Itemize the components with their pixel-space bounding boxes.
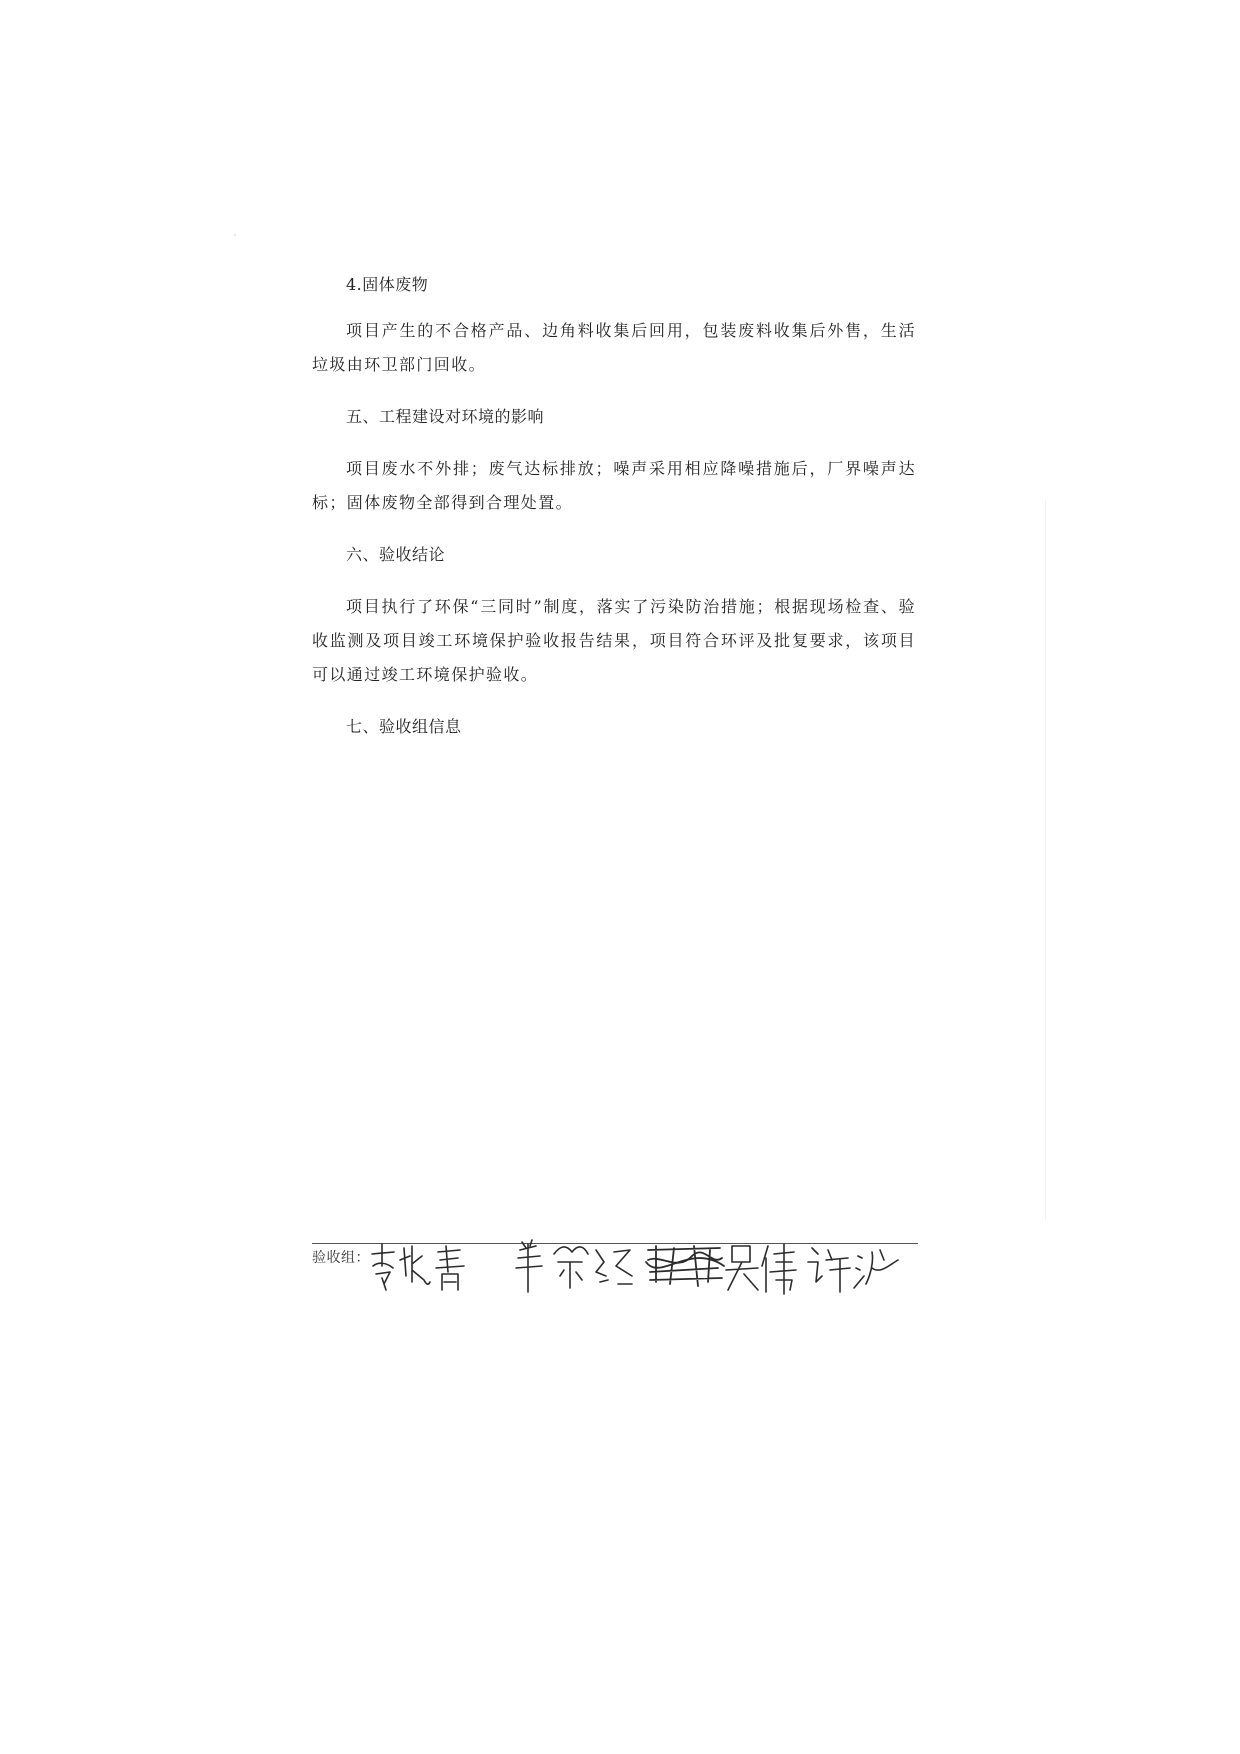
section-6-title: 六、验收结论 bbox=[346, 545, 446, 564]
section-4-paragraph: 项目产生的不合格产品、边角料收集后回用，包装废料收集后外售，生活垃圾由环卫部门回收。 bbox=[312, 321, 916, 374]
section-7-title: 七、验收组信息 bbox=[346, 717, 462, 736]
scan-edge-mark bbox=[1045, 500, 1046, 1220]
scan-speck bbox=[234, 234, 236, 236]
section-6-paragraph: 项目执行了环保“三同时”制度，落实了污染防治措施；根据现场检查、验收监测及项目竣工环境保护验收报告结果，项目符合环评及批复要求，该项目可以通过竣工环境保护验收。 bbox=[312, 597, 916, 684]
signature-label: 验收组： bbox=[312, 1250, 370, 1266]
document-body bbox=[312, 268, 916, 744]
section-5-paragraph: 项目废水不外排；废气达标排放；噪声采用相应降噪措施后，厂界噪声达标；固体废物全部得到合理处置。 bbox=[312, 459, 916, 512]
section-5-title: 五、工程建设对环境的影响 bbox=[346, 407, 545, 426]
handwritten-signatures bbox=[360, 1232, 900, 1302]
section-4-title: 4.固体废物 bbox=[346, 275, 429, 294]
